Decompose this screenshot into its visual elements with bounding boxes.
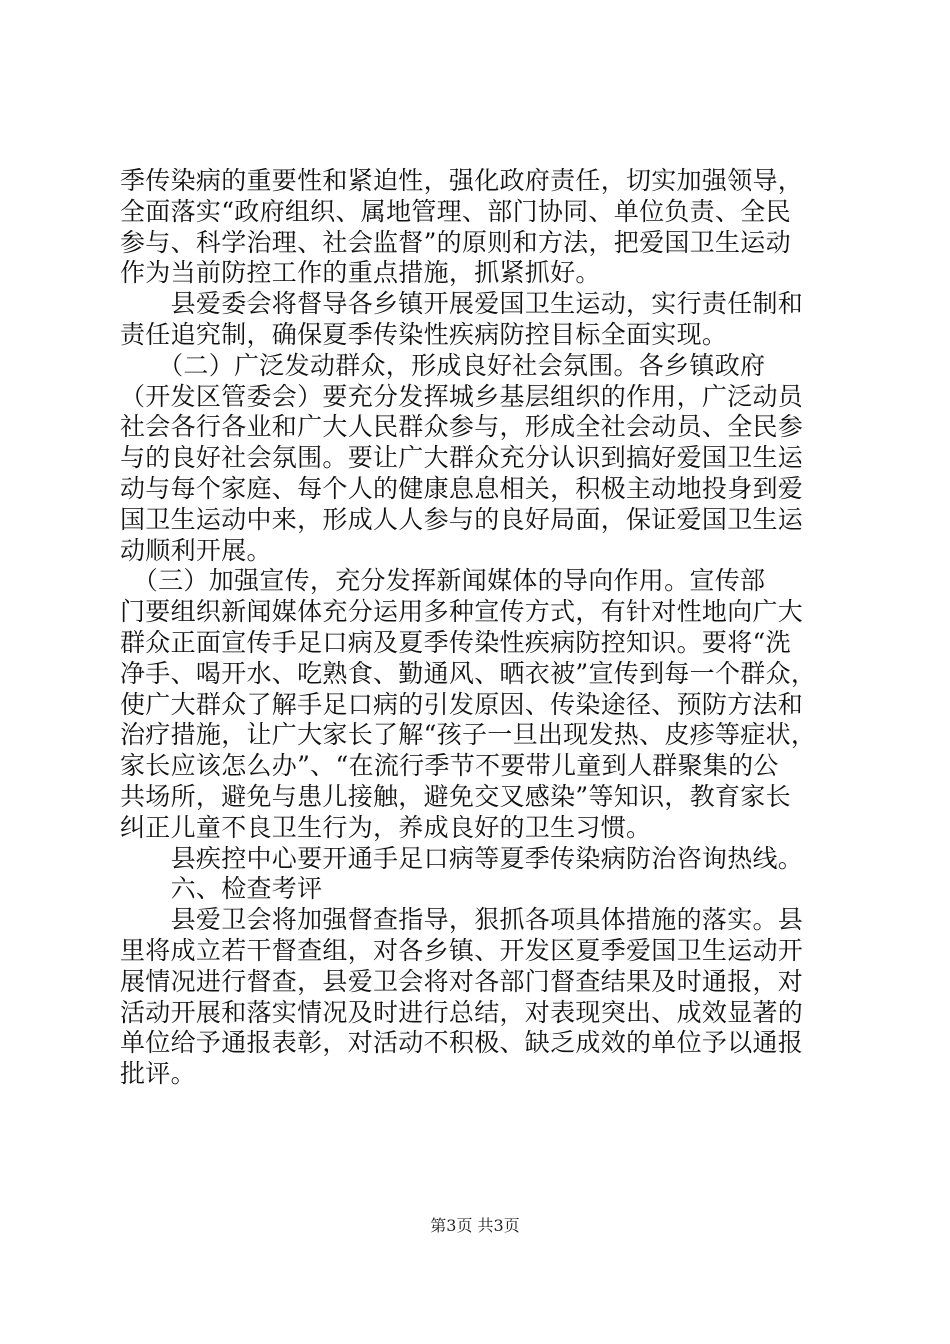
page-footer [0, 1216, 950, 1236]
text-line: 作为当前防控工作的重点措施，抓紧抓好。 [120, 258, 601, 288]
text-line: 责任追究制，确保夏季传染性疾病防控目标全面实现。 [120, 319, 728, 349]
text-line: 季传染病的重要性和紧迫性，强化政府责任，切实加强领导， [120, 166, 804, 195]
text-line: （三）加强宣传，充分发挥新闻媒体的导向作用。宣传部 [120, 566, 766, 596]
text-line: 家长应该怎么办”、“在流行季节不要带儿童到人群聚集的公 [120, 751, 779, 781]
text-line: 单位给予通报表彰，对活动不积极、缺乏成效的单位予以通报 [120, 1028, 804, 1058]
text-line: 净手、喝开水、吃熟食、勤通风、晒衣被”宣传到每一个群众， [120, 658, 817, 688]
text-line: 与的良好社会氛围。要让广大群众充分认识到搞好爱国卫生运 [120, 443, 804, 473]
text-line: 活动开展和落实情况及时进行总结，对表现突出、成效显著的 [120, 997, 804, 1027]
text-line: 国卫生运动中来，形成人人参与的良好局面，保证爱国卫生运 [120, 504, 804, 534]
text-line: 群众正面宣传手足口病及夏季传染性疾病防控知识。要将“洗 [120, 627, 791, 657]
document-body [120, 166, 840, 1090]
text-line: 社会各行各业和广大人民群众参与，形成全社会动员、全民参 [120, 412, 804, 442]
text-line: 县爱委会将督导各乡镇开展爱国卫生运动，实行责任制和 [120, 289, 804, 319]
text-line: 纠正儿童不良卫生行为，养成良好的卫生习惯。 [120, 812, 652, 842]
text-line: 参与、科学治理、社会监督”的原则和方法，把爱国卫生运动 [120, 227, 791, 257]
text-line: 里将成立若干督查组，对各乡镇、开发区夏季爱国卫生运动开 [120, 935, 804, 965]
text-line: 共场所，避免与患儿接触，避免交叉感染”等知识，教育家长 [120, 781, 791, 811]
text-line: 批评。 [120, 1059, 196, 1089]
text-line: 县疾控中心要开通手足口病等夏季传染病防治咨询热线。 [120, 843, 804, 873]
text-line: 治疗措施，让广大家长了解“孩子一旦出现发热、皮疹等症状， [120, 720, 817, 750]
text-line: （开发区管委会）要充分发挥城乡基层组织的作用，广泛动员 [120, 381, 804, 411]
section-heading: 六、检查考评 [120, 874, 323, 904]
text-line: 全面落实“政府组织、属地管理、部门协同、单位负责、全民 [120, 196, 791, 226]
text-line: 使广大群众了解手足口病的引发原因、传染途径、预防方法和 [120, 689, 804, 719]
text-line: 动与每个家庭、每个人的健康息息相关，积极主动地投身到爱 [120, 473, 804, 503]
text-line: 门要组织新闻媒体充分运用多种宣传方式，有针对性地向广大 [120, 597, 804, 627]
text-line: 展情况进行督查，县爱卫会将对各部门督查结果及时通报，对 [120, 966, 804, 996]
text-line: 县爱卫会将加强督查指导，狠抓各项具体措施的落实。县 [120, 905, 804, 935]
page-number: 第3页 共3页 [430, 1216, 520, 1235]
text-line: （二）广泛发动群众，形成良好社会氛围。各乡镇政府 [120, 350, 766, 380]
text-line: 动顺利开展。 [120, 535, 272, 565]
